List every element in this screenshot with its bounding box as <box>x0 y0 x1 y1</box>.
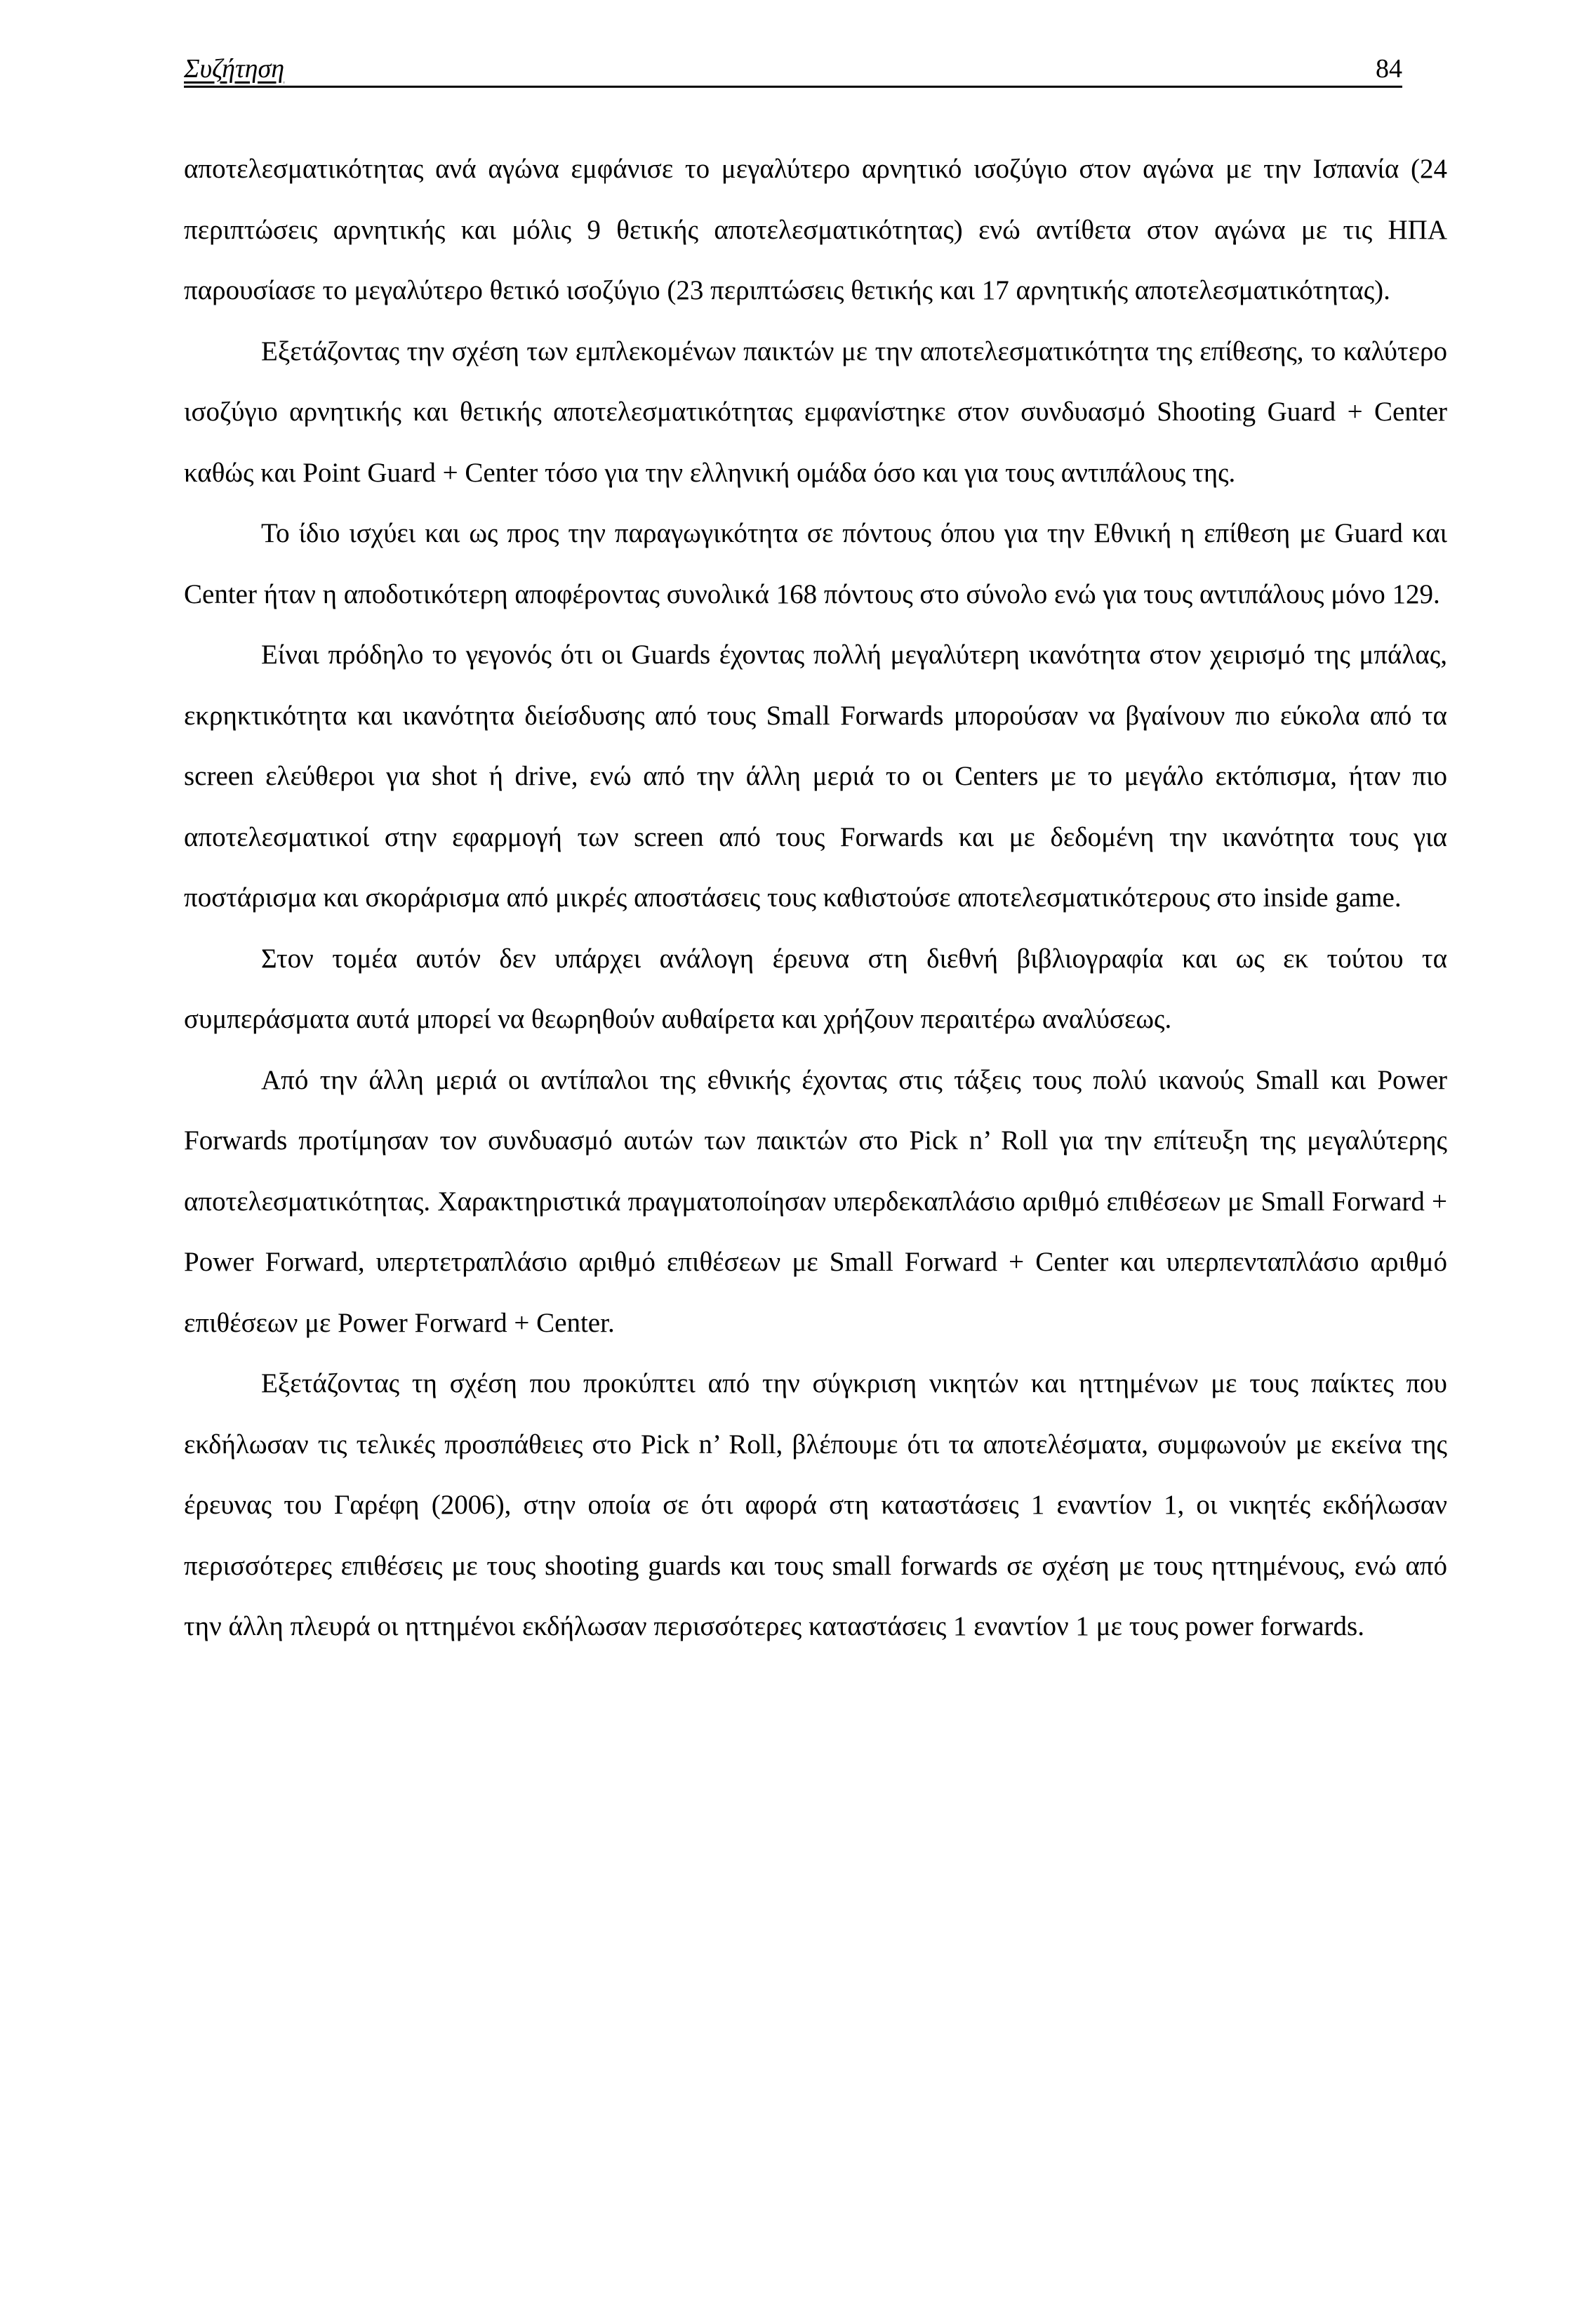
paragraph: Είναι πρόδηλο το γεγονός ότι οι Guards έχοντας πολλή μεγαλύτερη ικανότητα στον χειρισμό της μπάλας, εκρηκτικότητα και ικανότητα διείσδυσης από τους Small Forwards μπορούσαν να βγαίνουν πιο εύκολα από τα screen ελεύθεροι για shot ή drive, ενώ από την άλλη μεριά το οι Centers με το μεγάλο εκτόπισμα, ήταν πιο αποτελεσματικοί στην εφαρμογή των screen από τους Forwards και με δεδομένη την ικανότητα τους για ποστάρισμα και σκοράρισμα από μικρές αποστάσεις τους καθιστούσε αποτελεσματικότερους στο inside game. <box>184 640 1447 913</box>
paragraph: Από την άλλη μεριά οι αντίπαλοι της εθνικής έχοντας στις τάξεις τους πολύ ικανούς Small και Power Forwards προτίμησαν τον συνδυασμό αυτών των παικτών στο Pick n’ Roll για την επίτευξη της μεγαλύτερης αποτελεσματικότητας. Χαρακτηριστικά πραγματοποίησαν υπερδεκαπλάσιο αριθμό επιθέσεων με Small Forward + Power Forward, υπερτετραπλάσιο αριθμό επιθέσεων με Small Forward + Center και υπερπενταπλάσιο αριθμό επιθέσεων με Power Forward + Center. <box>184 1064 1447 1338</box>
section-title: Συζήτηση <box>184 54 285 84</box>
running-header <box>184 28 1402 88</box>
paragraph: Το ίδιο ισχύει και ως προς την παραγωγικότητα σε πόντους όπου για την Εθνική η επίθεση με Guard και Center ήταν η αποδοτικότερη αποφέροντας συνολικά 168 πόντους στο σύνολο ενώ για τους αντιπάλους μόνο 129. <box>184 518 1447 609</box>
paragraph: Εξετάζοντας τη σχέση που προκύπτει από την σύγκριση νικητών και ηττημένων με τους παίκτες που εκδήλωσαν τις τελικές προσπάθειες στο Pick n’ Roll, βλέπουμε ότι τα αποτελέσματα, συμφωνούν με εκείνα της έρευνας του Γαρέφη (2006), στην οποία σε ότι αφορά στη καταστάσεις 1 εναντίον 1, οι νικητές εκδήλωσαν περισσότερες επιθέσεις με τους shooting guards και τους small forwards σε σχέση με τους ηττημένους, ενώ από την άλλη πλευρά οι ηττημένοι εκδήλωσαν περισσότερες καταστάσεις 1 εναντίον 1 με τους power forwards. <box>184 1368 1447 1641</box>
paragraph-continued: αποτελεσματικότητας ανά αγώνα εμφάνισε το μεγαλύτερο αρνητικό ισοζύγιο στον αγώνα με την Ισπανία (24 περιπτώσεις αρνητικής και μόλις 9 θετικής αποτελεσματικότητας) ενώ αντίθετα στον αγώνα με τις ΗΠΑ παρουσίασε το μεγαλύτερο θετικό ισοζύγιο (23 περιπτώσεις θετικής και 17 αρνητικής αποτελεσματικότητας). <box>184 154 1447 305</box>
paragraph: Στον τομέα αυτόν δεν υπάρχει ανάλογη έρευνα στη διεθνή βιβλιογραφία και ως εκ τούτου τα συμπεράσματα αυτά μπορεί να θεωρηθούν αυθαίρετα και χρήζουν περαιτέρω αναλύσεως. <box>184 943 1447 1034</box>
paragraph: Εξετάζοντας την σχέση των εμπλεκομένων παικτών με την αποτελεσματικότητα της επίθεσης, το καλύτερο ισοζύγιο αρνητικής και θετικής αποτελεσματικότητας εμφανίστηκε στον συνδυασμό Shooting Guard + Center καθώς και Point Guard + Center τόσο για την ελληνική ομάδα όσο και για τους αντιπάλους της. <box>184 336 1447 488</box>
page-number: 84 <box>1376 54 1402 84</box>
body-text <box>184 139 1447 1657</box>
